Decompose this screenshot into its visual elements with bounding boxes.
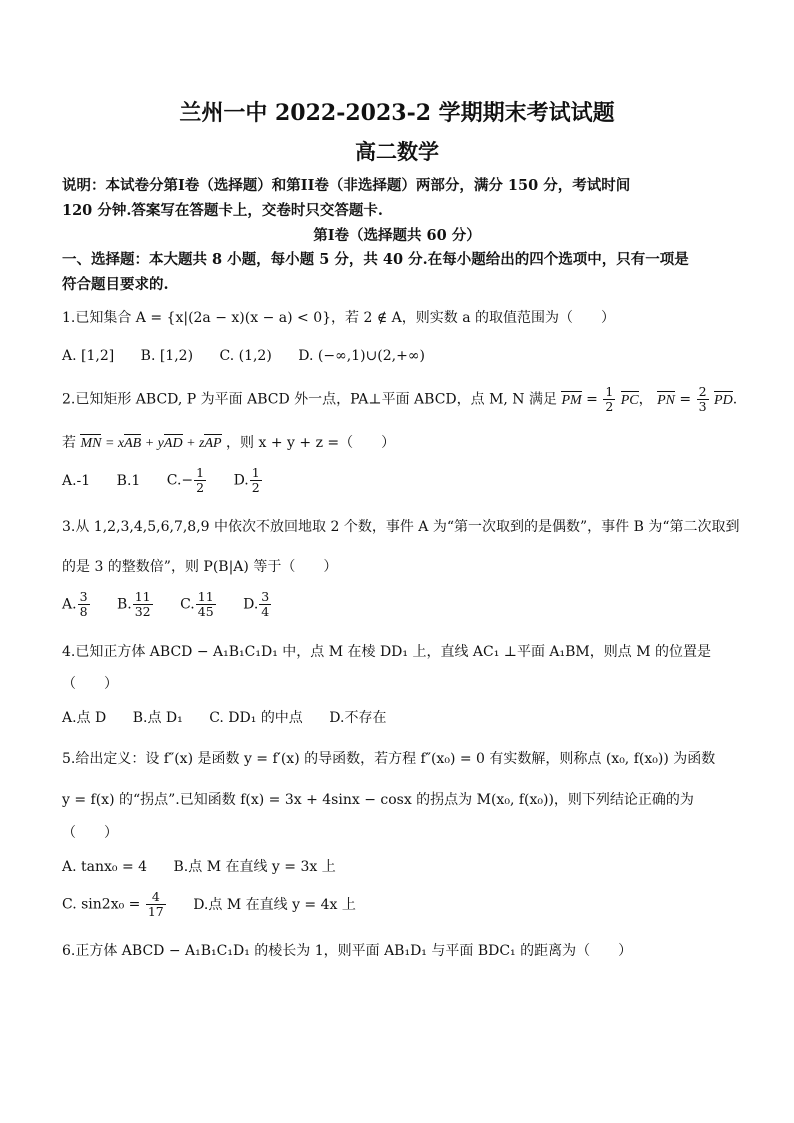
q5-stem-line-1: 5.给出定义：设 f″(x) 是函数 y = f′(x) 的导函数，若方程 f″(x₀) = 0 有实数解，则称点 (x₀, f(x₀)) 为函数 — [62, 751, 716, 767]
part-intro-line-2: 符合题目要求的. — [62, 276, 169, 293]
q5-options-row-2 — [62, 890, 378, 919]
q5-options-row-1 — [62, 856, 358, 876]
q5-answer-paren: （ ） — [62, 825, 118, 841]
q2-vector-ab: AB — [124, 436, 142, 451]
exam-subject: 高二数学 — [355, 139, 439, 164]
q1-options — [62, 348, 447, 364]
q1-option-d: D. (−∞,1)∪(2,+∞) — [298, 348, 425, 364]
q2-vector-ap: AP — [204, 436, 222, 451]
q2-fraction-half: $\frac{1}{2}$ — [605, 384, 614, 414]
q3-stem-line-1: 3.从 1,2,3,4,5,6,7,8,9 中依次不放回地取 2 个数，事件 A 为“第一次取到的是偶数”，事件 B 为“第二次取到 — [62, 519, 740, 535]
q2-option-c: C.− $\frac{1}{2}$ — [166, 465, 205, 495]
q1-option-a: A. [1,2] — [62, 348, 115, 364]
q2-option-d: D. $\frac{1}{2}$ — [233, 465, 260, 495]
q2-vector-pc: PC — [620, 392, 639, 408]
section-title: 第Ⅰ卷（选择题共 60 分） — [313, 227, 481, 244]
q2-stem-line-2: 若 MN = xAB + yAD + zAP ，则 x + y + z =（ ） — [62, 435, 396, 451]
q2-stem-line-1: 2.已知矩形 ABCD, P 为平面 ABCD 外一点，PA⊥平面 ABCD，点 M, N 满足 PM = $\frac{1}{2}$ PC， PN = $\frac{2}{3}$ PD. — [62, 384, 738, 414]
part-intro-line-1: 一、选择题：本大题共 8 小题，每小题 5 分，共 40 分.在每小题给出的四个选项中，只有一项是 — [62, 251, 689, 268]
q3-option-a: A. $\frac{3}{8}$ — [62, 589, 88, 619]
q2-vector-pd: PD — [714, 392, 733, 408]
q2-vector-pn: PN — [657, 392, 675, 408]
q2-stem-text: 2.已知矩形 ABCD, P 为平面 ABCD 外一点，PA⊥平面 ABCD，点 M, N 满足 — [62, 391, 558, 408]
q2-option-a: A.-1 — [62, 472, 91, 489]
q4-option-d: D.不存在 — [329, 710, 387, 726]
q2-vector-pm: PM — [561, 392, 582, 408]
q2-fraction-two-thirds: $\frac{2}{3}$ — [698, 384, 707, 414]
q2-options — [62, 466, 285, 495]
instructions-line-2: 120 分钟.答案写在答题卡上，交卷时只交答题卡. — [62, 202, 383, 219]
q1-option-b: B. [1,2) — [140, 348, 194, 364]
q4-option-b: B.点 D₁ — [132, 710, 183, 726]
q4-answer-paren: （ ） — [62, 676, 118, 692]
exam-title: 兰州一中 2022-2023-2 学期期末考试试题 — [179, 100, 615, 126]
q5-stem-line-2: y = f(x) 的“拐点”.已知函数 f(x) = 3x + 4sinx − cosx 的拐点为 M(x₀, f(x₀))，则下列结论正确的为 — [62, 792, 694, 808]
q2-vector-mn: MN — [80, 436, 102, 451]
q5-option-c: C. sin2x₀ = $\frac{4}{17}$ — [62, 889, 164, 919]
q2-vector-ad: AD — [163, 436, 183, 451]
q1-option-c: C. (1,2) — [219, 348, 272, 364]
q4-options — [62, 707, 408, 727]
q5-option-d: D.点 M 在直线 y = 4x 上 — [193, 896, 356, 913]
q3-option-b: B. $\frac{11}{32}$ — [116, 589, 151, 619]
q3-options — [62, 590, 294, 619]
q4-stem: 4.已知正方体 ABCD − A₁B₁C₁D₁ 中，点 M 在棱 DD₁ 上，直线 AC₁ ⊥平面 A₁BM，则点 M 的位置是 — [62, 644, 711, 660]
q4-option-a: A.点 D — [62, 710, 107, 726]
q3-option-c: C. $\frac{11}{45}$ — [180, 589, 214, 619]
q4-option-c: C. DD₁ 的中点 — [209, 710, 303, 726]
q2-option-b: B.1 — [116, 472, 141, 489]
instructions-line-1: 说明：本试卷分第Ⅰ卷（选择题）和第ⅠⅠ卷（非选择题）两部分，满分 150 分，考试时间 — [62, 177, 631, 194]
q5-option-b: B.点 M 在直线 y = 3x 上 — [173, 859, 336, 875]
q6-stem: 6.正方体 ABCD − A₁B₁C₁D₁ 的棱长为 1，则平面 AB₁D₁ 与平面 BDC₁ 的距离为（ ） — [62, 943, 633, 959]
q5-option-a: A. tanx₀ = 4 — [62, 859, 148, 875]
q1-stem: 1.已知集合 A = {x|(2a − x)(x − a) < 0}，若 2 ∉ A，则实数 a 的取值范围为（ ） — [62, 310, 615, 326]
q3-stem-line-2: 的是 3 的整数倍”，则 P(B|A) 等于（ ） — [62, 559, 338, 575]
q3-option-d: D. $\frac{3}{4}$ — [243, 589, 270, 619]
